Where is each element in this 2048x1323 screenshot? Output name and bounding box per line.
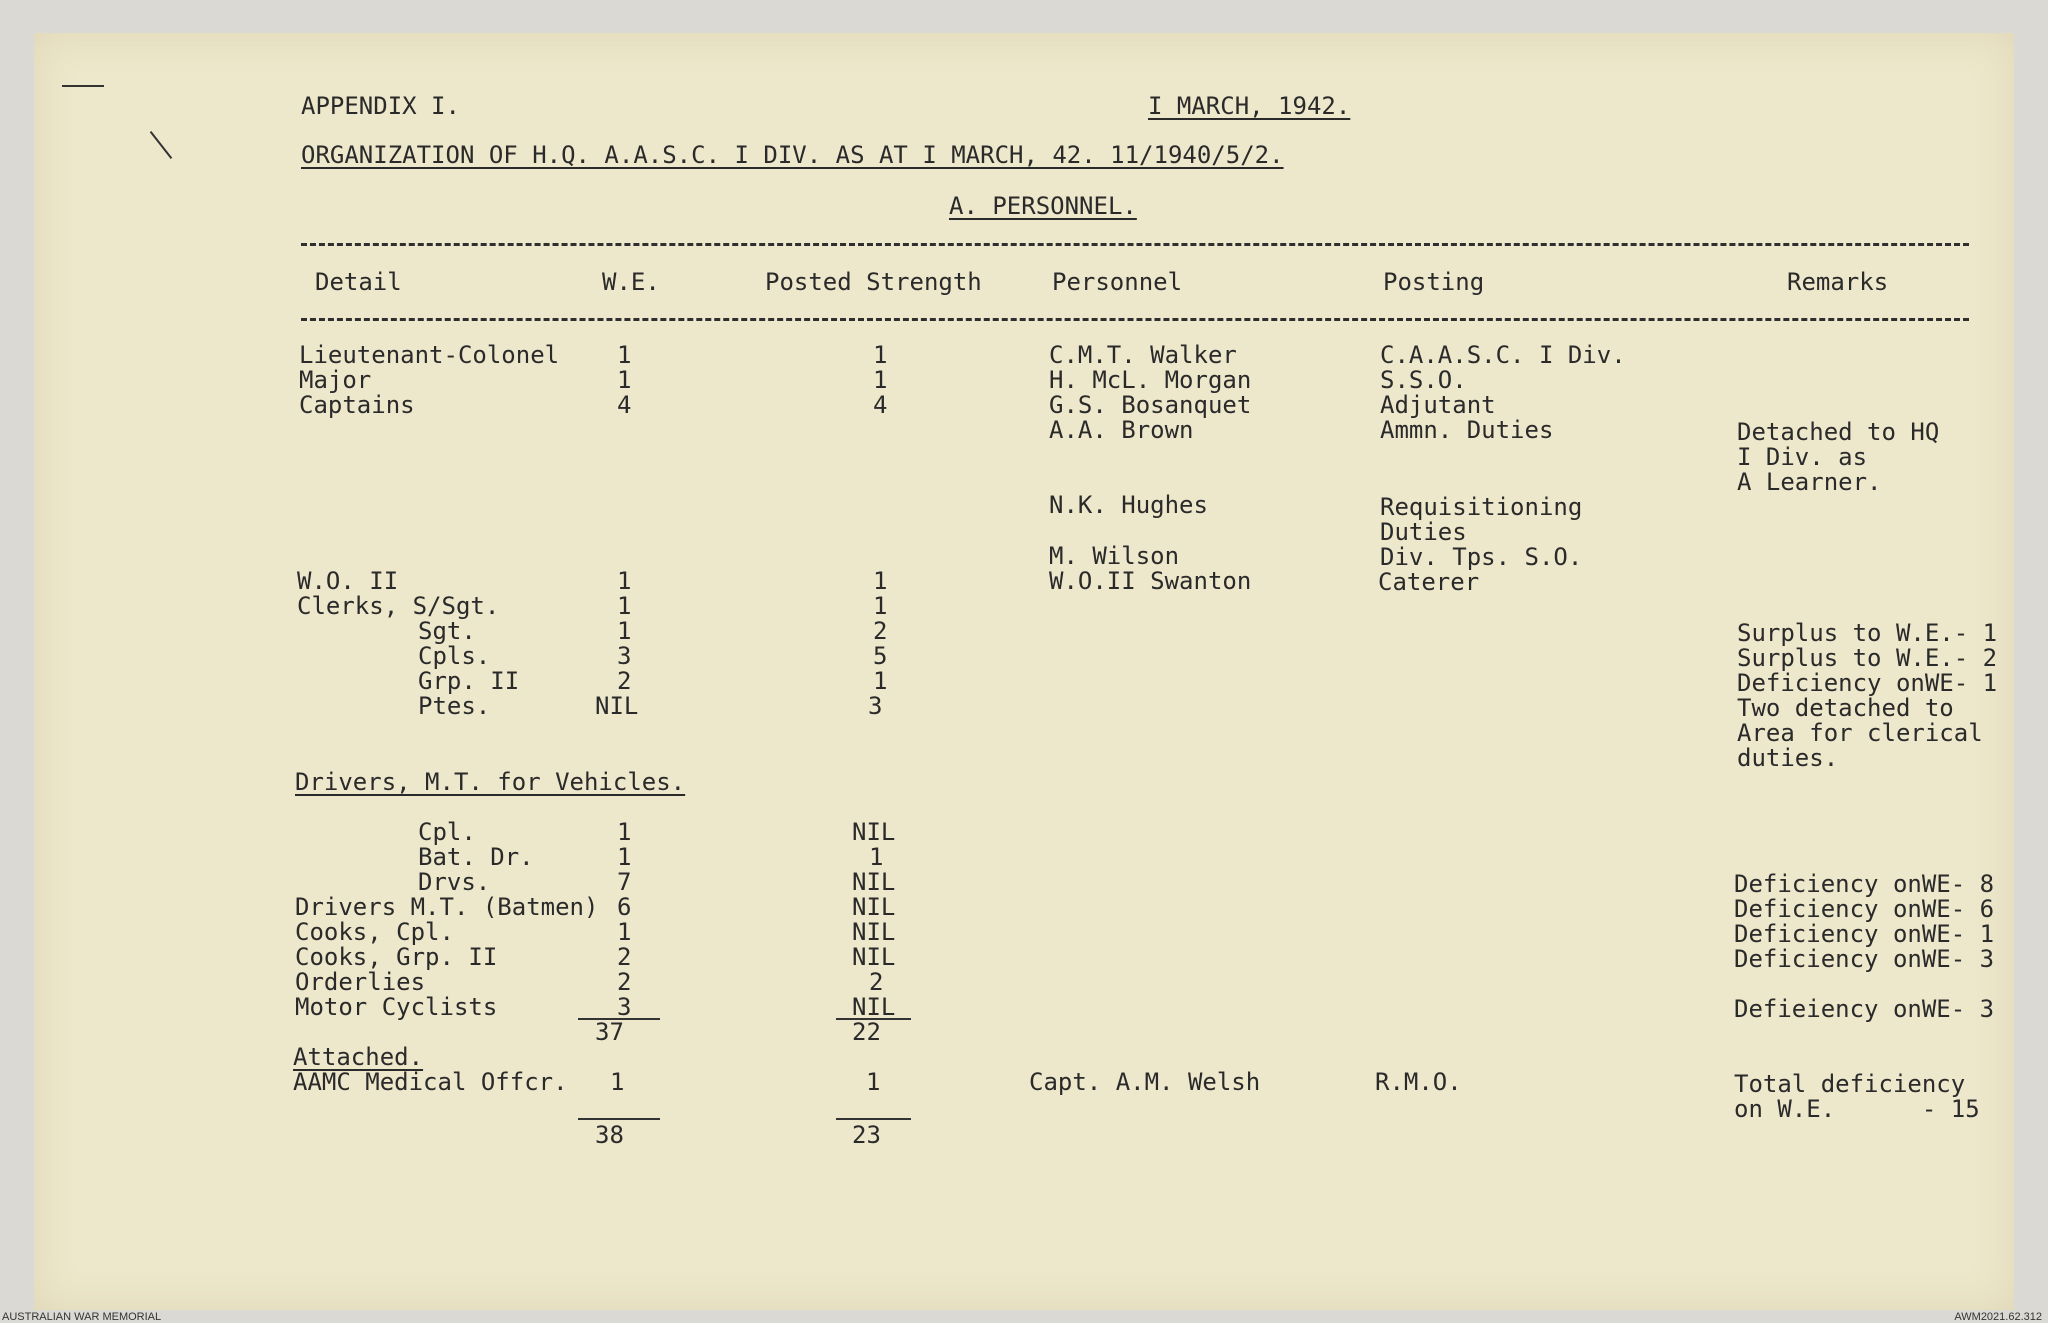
rule-top xyxy=(301,243,1969,246)
row-detail: Cooks, Grp. II xyxy=(295,943,498,971)
row-detail: Captains xyxy=(299,391,415,419)
total-line-posted xyxy=(836,1118,911,1120)
row-personnel: N.K. Hughes xyxy=(1049,491,1208,519)
row-posted: 1 xyxy=(873,592,888,620)
row-we: 1 xyxy=(617,592,632,620)
row-detail: W.O. II xyxy=(297,567,399,595)
row-detail: Ptes. xyxy=(418,692,491,720)
row-we: 1 xyxy=(617,366,632,394)
row-we: 3 xyxy=(617,993,632,1021)
row-posted: NIL xyxy=(852,943,896,971)
row-detail: Orderlies xyxy=(295,968,426,996)
row-posting: Caterer xyxy=(1378,568,1480,596)
drivers-heading: Drivers, M.T. for Vehicles. xyxy=(295,768,686,796)
row-detail: Cpl. xyxy=(418,818,476,846)
row-posting: Div. Tps. S.O. xyxy=(1380,543,1583,571)
total-posted: 23 xyxy=(852,1121,881,1149)
row-we: 1 xyxy=(610,1068,625,1096)
row-we: 1 xyxy=(617,617,632,645)
row-we: 2 xyxy=(617,968,632,996)
row-posting: Adjutant xyxy=(1380,391,1496,419)
row-posting: Duties xyxy=(1380,518,1467,546)
row-detail: Drvs. xyxy=(418,868,491,896)
paper-mark xyxy=(62,85,104,87)
row-posted: 1 xyxy=(866,1068,881,1096)
row-remark: Surplus to W.E.- 2 xyxy=(1737,644,1998,672)
row-remark: A Learner. xyxy=(1737,468,1882,496)
rule-header xyxy=(301,318,1969,321)
col-posted-strength: Posted Strength xyxy=(765,268,982,296)
row-personnel: G.S. Bosanquet xyxy=(1049,391,1252,419)
row-posted: 3 xyxy=(868,692,883,720)
footer-id: AWM2021.62.312 xyxy=(1954,1311,2042,1323)
row-remark: Deficiency onWE- 1 xyxy=(1737,669,1998,697)
col-we: W.E. xyxy=(602,268,660,296)
row-posting: Ammn. Duties xyxy=(1380,416,1554,444)
row-personnel: Capt. A.M. Welsh xyxy=(1029,1068,1261,1096)
row-remark: Total deficiency xyxy=(1734,1070,1966,1098)
row-detail: Clerks, S/Sgt. xyxy=(297,592,500,620)
row-remark: Deficiency onWE- 1 xyxy=(1734,920,1995,948)
row-posted: 1 xyxy=(873,667,888,695)
row-we: 1 xyxy=(617,341,632,369)
subtotal-we: 37 xyxy=(595,1018,624,1046)
col-detail: Detail xyxy=(315,268,402,296)
total-we: 38 xyxy=(595,1121,624,1149)
row-remark: Surplus to W.E.- 1 xyxy=(1737,619,1998,647)
section-heading: A. PERSONNEL. xyxy=(949,192,1137,220)
row-detail: Major xyxy=(299,366,372,394)
row-posted: NIL xyxy=(852,893,896,921)
row-personnel: A.A. Brown xyxy=(1049,416,1194,444)
row-we: 1 xyxy=(617,843,632,871)
row-posted: 2 xyxy=(869,968,884,996)
row-posted: 2 xyxy=(873,617,888,645)
row-detail: Cpls. xyxy=(418,642,491,670)
subtotal-posted: 22 xyxy=(852,1018,881,1046)
attached-heading: Attached. xyxy=(293,1043,424,1071)
row-we: 1 xyxy=(617,918,632,946)
footer-source: AUSTRALIAN WAR MEMORIAL xyxy=(2,1311,162,1323)
row-we: NIL xyxy=(595,692,639,720)
row-posted: NIL xyxy=(852,868,896,896)
row-remark: Defieiency onWE- 3 xyxy=(1734,995,1995,1023)
row-we: 7 xyxy=(617,868,632,896)
row-detail: Lieutenant-Colonel xyxy=(299,341,560,369)
row-we: 6 xyxy=(617,893,632,921)
row-detail: Drivers M.T. (Batmen) xyxy=(295,893,599,921)
row-personnel: H. McL. Morgan xyxy=(1049,366,1252,394)
row-detail: Motor Cyclists xyxy=(295,993,498,1021)
row-personnel: M. Wilson xyxy=(1049,542,1180,570)
row-remark: Deficiency onWE- 6 xyxy=(1734,895,1995,923)
row-remark: Area for clerical xyxy=(1737,719,1983,747)
row-posted: 1 xyxy=(869,843,884,871)
row-posted: 4 xyxy=(873,391,888,419)
col-personnel: Personnel xyxy=(1052,268,1183,296)
row-detail: Grp. II xyxy=(418,667,520,695)
document-date: I MARCH, 1942. xyxy=(1148,92,1351,120)
row-posted: 1 xyxy=(873,341,888,369)
row-we: 2 xyxy=(617,943,632,971)
document-page xyxy=(34,33,2014,1310)
col-posting: Posting xyxy=(1383,268,1485,296)
row-detail: Bat. Dr. xyxy=(418,843,534,871)
row-we: 1 xyxy=(617,818,632,846)
document-title: ORGANIZATION OF H.Q. A.A.S.C. I DIV. AS AT I MARCH, 42. 11/1940/5/2. xyxy=(301,141,1284,169)
row-remark: Two detached to xyxy=(1737,694,1954,722)
row-remark: Deficiency onWE- 8 xyxy=(1734,870,1995,898)
row-posted: NIL xyxy=(852,818,896,846)
row-posted: 5 xyxy=(873,642,888,670)
row-we: 2 xyxy=(617,667,632,695)
row-personnel: W.O.II Swanton xyxy=(1049,567,1252,595)
row-posted: NIL xyxy=(852,993,896,1021)
col-remarks: Remarks xyxy=(1787,268,1889,296)
row-we: 3 xyxy=(617,642,632,670)
row-personnel: C.M.T. Walker xyxy=(1049,341,1237,369)
row-detail: Cooks, Cpl. xyxy=(295,918,454,946)
row-posted: 1 xyxy=(873,366,888,394)
row-posted: 1 xyxy=(873,567,888,595)
row-posting: C.A.A.S.C. I Div. xyxy=(1380,341,1626,369)
row-we: 1 xyxy=(617,567,632,595)
row-remark: I Div. as xyxy=(1737,443,1868,471)
row-posted: NIL xyxy=(852,918,896,946)
appendix-label: APPENDIX I. xyxy=(301,92,460,120)
row-remark: Detached to HQ xyxy=(1737,418,1940,446)
row-we: 4 xyxy=(617,391,632,419)
total-line-we xyxy=(578,1118,660,1120)
row-detail: AAMC Medical Offcr. xyxy=(293,1068,568,1096)
row-remark: duties. xyxy=(1737,744,1839,772)
row-posting: R.M.O. xyxy=(1375,1068,1462,1096)
row-detail: Sgt. xyxy=(418,617,476,645)
row-remark: on W.E. - 15 xyxy=(1734,1095,1980,1123)
row-posting: S.S.O. xyxy=(1380,366,1467,394)
row-remark: Deficiency onWE- 3 xyxy=(1734,945,1995,973)
row-posting: Requisitioning xyxy=(1380,493,1583,521)
